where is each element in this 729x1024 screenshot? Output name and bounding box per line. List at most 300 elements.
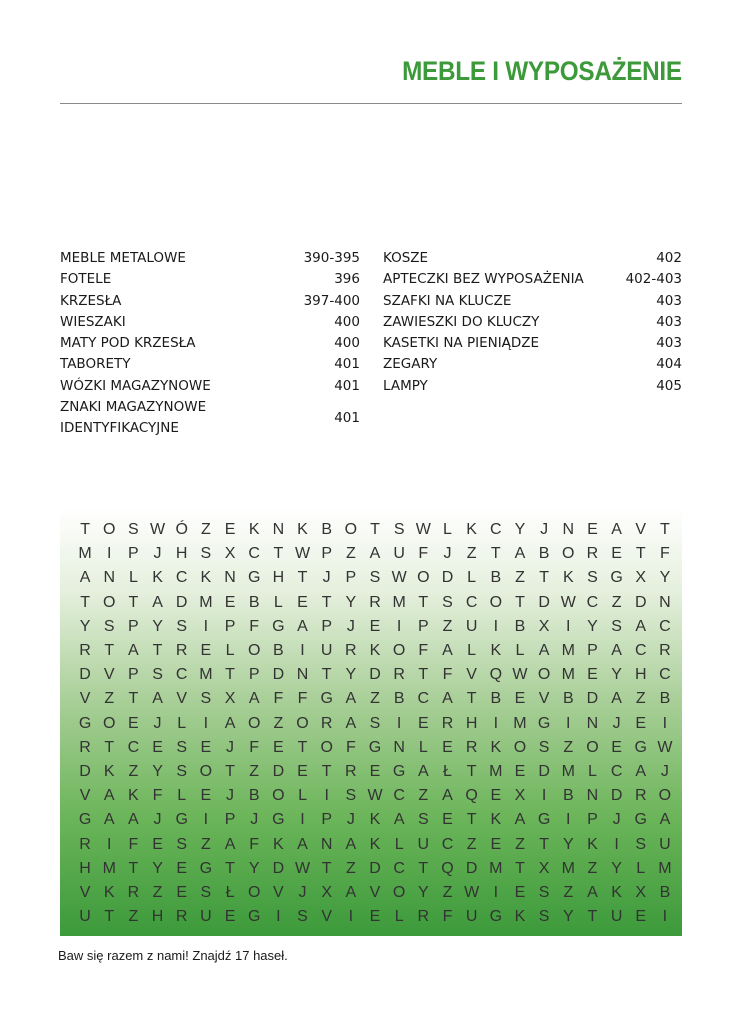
toc-item-name: WIESZAKI: [60, 313, 126, 330]
puzzle-letter: A: [345, 714, 357, 732]
puzzle-letter: O: [103, 593, 116, 611]
toc-item-page: 390-395: [303, 250, 360, 266]
puzzle-letter: S: [417, 811, 429, 829]
puzzle-letter: P: [224, 811, 236, 829]
puzzle-letter: E: [200, 642, 212, 660]
toc-item: [60, 312, 360, 333]
toc-right-column: [383, 248, 682, 397]
puzzle-letter: B: [562, 690, 574, 708]
toc-item: [60, 291, 360, 312]
toc-item-name: KOSZE: [383, 250, 429, 266]
puzzle-letter: S: [635, 835, 647, 853]
puzzle-letter: L: [515, 642, 525, 660]
puzzle-letter: X: [224, 690, 236, 708]
puzzle-letter: V: [79, 883, 91, 901]
puzzle-letter: T: [539, 569, 549, 587]
puzzle-letter: C: [393, 787, 405, 805]
puzzle-letter: A: [393, 811, 405, 829]
puzzle-letter: L: [394, 835, 404, 853]
puzzle-letter: E: [635, 908, 647, 926]
puzzle-letter: Z: [442, 617, 453, 635]
puzzle-letter: F: [297, 690, 308, 708]
puzzle-letter: Z: [563, 738, 574, 756]
puzzle-letter: R: [441, 714, 454, 732]
puzzle-letter: W: [294, 545, 311, 563]
puzzle-letter: I: [348, 908, 354, 926]
puzzle-letter: T: [466, 811, 477, 829]
puzzle-letter: F: [418, 642, 429, 660]
puzzle-letter: U: [200, 908, 212, 926]
puzzle-letter: I: [396, 617, 402, 635]
puzzle-letter: K: [490, 738, 502, 756]
puzzle-letter: Z: [273, 714, 284, 732]
puzzle-letter: S: [152, 666, 163, 684]
puzzle-letter: Y: [248, 859, 260, 877]
puzzle-letter: C: [586, 593, 599, 611]
puzzle-letter: R: [393, 666, 405, 684]
puzzle-letter: E: [176, 859, 188, 877]
puzzle-letter: P: [587, 811, 598, 829]
puzzle-letter: A: [611, 690, 622, 708]
puzzle-letter: W: [415, 521, 431, 539]
puzzle-letter: U: [659, 835, 671, 853]
puzzle-letter: S: [200, 690, 212, 708]
puzzle-letter: G: [392, 762, 406, 780]
puzzle-letter: M: [561, 762, 575, 780]
puzzle-letter: Z: [563, 883, 574, 901]
puzzle-letter: M: [658, 859, 672, 877]
puzzle-letter: E: [224, 521, 236, 539]
puzzle-letter: K: [611, 883, 622, 901]
header-divider: [60, 103, 682, 104]
puzzle-letter: U: [465, 908, 478, 926]
puzzle-letter: T: [80, 593, 90, 611]
puzzle-letter: G: [175, 811, 188, 829]
puzzle-letter: L: [418, 738, 428, 756]
puzzle-letter: M: [561, 859, 575, 877]
puzzle-letter: I: [324, 787, 329, 805]
puzzle-letter: A: [79, 569, 91, 587]
toc-item-page: 403: [656, 335, 682, 352]
puzzle-letter: G: [78, 714, 92, 732]
puzzle-letter: C: [659, 617, 671, 635]
puzzle-letter: Ł: [443, 762, 452, 780]
puzzle-letter: L: [394, 908, 404, 926]
puzzle-letter: F: [442, 908, 453, 926]
puzzle-letter: Q: [489, 666, 503, 684]
puzzle-letter: R: [345, 762, 357, 780]
puzzle-letter: A: [611, 521, 622, 539]
puzzle-letter: B: [248, 593, 260, 611]
puzzle-letter: P: [321, 617, 332, 635]
puzzle-letter: G: [272, 617, 285, 635]
puzzle-letter: A: [442, 787, 453, 805]
puzzle-letter: I: [203, 617, 209, 635]
puzzle-letter: G: [634, 738, 647, 756]
puzzle-letter: T: [539, 835, 549, 853]
puzzle-letter: O: [344, 521, 358, 539]
puzzle-letter: Z: [128, 908, 139, 926]
toc-item: [383, 312, 682, 333]
puzzle-letter: S: [200, 545, 212, 563]
puzzle-letter: J: [322, 569, 331, 587]
puzzle-letter: D: [175, 593, 188, 611]
puzzle-letter: K: [490, 811, 502, 829]
puzzle-letter: T: [128, 859, 139, 877]
puzzle-letter: K: [587, 835, 598, 853]
puzzle-letter: I: [396, 714, 402, 732]
puzzle-letter: L: [467, 569, 477, 587]
puzzle-letter: D: [538, 593, 550, 611]
toc-item-name: FOTELE: [60, 271, 112, 288]
puzzle-letter: U: [610, 908, 623, 926]
puzzle-letter: G: [610, 569, 623, 587]
puzzle-letter: S: [393, 521, 405, 539]
puzzle-letter: F: [273, 690, 284, 708]
puzzle-letter: I: [276, 908, 281, 926]
toc-item-page: 402: [656, 250, 682, 266]
puzzle-letter: C: [175, 569, 188, 587]
puzzle-letter: Y: [152, 762, 163, 780]
puzzle-letter: R: [79, 835, 91, 853]
puzzle-letter: T: [225, 762, 235, 780]
puzzle-letter: U: [320, 642, 333, 660]
toc-item-page: 404: [656, 356, 682, 373]
puzzle-letter: T: [321, 859, 332, 877]
puzzle-letter: Z: [200, 521, 211, 539]
puzzle-letter: O: [247, 714, 261, 732]
puzzle-letter: W: [464, 883, 480, 901]
puzzle-letter: J: [443, 545, 452, 563]
puzzle-letter: C: [127, 738, 140, 756]
puzzle-letter: A: [297, 835, 308, 853]
puzzle-letter: M: [199, 666, 213, 684]
puzzle-letter: T: [152, 642, 163, 660]
puzzle-letter: A: [152, 690, 163, 708]
toc-item-page: 403: [656, 313, 682, 330]
puzzle-letter: R: [634, 787, 647, 805]
puzzle-letter: S: [103, 617, 115, 635]
puzzle-letter: T: [660, 521, 670, 539]
puzzle-letter: R: [417, 908, 430, 926]
puzzle-letter: I: [662, 908, 668, 926]
toc-item-name: LAMPY: [383, 377, 428, 394]
puzzle-letter: R: [320, 714, 333, 732]
puzzle-letter: T: [466, 762, 477, 780]
toc-item-name: ZEGARY: [383, 356, 438, 373]
puzzle-letter: U: [417, 835, 430, 853]
puzzle-letter: H: [175, 545, 188, 563]
page-title: MEBLE I WYPOSAŻENIE: [402, 56, 682, 86]
toc-item-page: 405: [656, 377, 682, 394]
puzzle-letter: I: [566, 714, 571, 732]
puzzle-letter: L: [587, 762, 597, 780]
puzzle-letter: G: [489, 908, 503, 926]
puzzle-letter: L: [177, 714, 187, 732]
puzzle-letter: S: [128, 521, 139, 539]
puzzle-letter: T: [321, 666, 332, 684]
toc-item-page: 401: [334, 409, 360, 426]
puzzle-letter: D: [465, 859, 478, 877]
puzzle-letter: E: [297, 762, 308, 780]
puzzle-letter: R: [79, 738, 91, 756]
puzzle-letter: P: [321, 545, 332, 563]
puzzle-letter: C: [659, 666, 671, 684]
puzzle-letter: L: [636, 859, 646, 877]
puzzle-letter: Y: [611, 859, 622, 877]
puzzle-letter: A: [103, 787, 115, 805]
toc-item: [60, 397, 360, 440]
puzzle-letter: H: [272, 569, 285, 587]
puzzle-letter: X: [635, 883, 647, 901]
puzzle-letter: T: [418, 666, 429, 684]
puzzle-letter: T: [490, 545, 501, 563]
puzzle-letter: I: [203, 714, 209, 732]
puzzle-letter: C: [490, 521, 502, 539]
puzzle-letter: A: [128, 811, 139, 829]
puzzle-letter: M: [561, 642, 575, 660]
puzzle-letter: E: [369, 908, 381, 926]
word-search-puzzle: [60, 508, 682, 936]
puzzle-letter: T: [297, 738, 308, 756]
puzzle-letter: F: [128, 835, 139, 853]
puzzle-letter: E: [490, 835, 502, 853]
puzzle-letter: R: [175, 642, 188, 660]
puzzle-letter: W: [149, 521, 166, 539]
puzzle-letter: N: [103, 569, 116, 587]
puzzle-letter: Z: [370, 690, 380, 708]
puzzle-letter: E: [417, 714, 429, 732]
puzzle-letter: A: [611, 642, 622, 660]
puzzle-letter: O: [658, 787, 672, 805]
puzzle-letter: V: [273, 883, 284, 901]
puzzle-letter: Z: [418, 787, 429, 805]
puzzle-letter: P: [417, 617, 429, 635]
puzzle-letter: C: [610, 762, 623, 780]
puzzle-letter: B: [659, 690, 671, 708]
puzzle-letter: Y: [152, 617, 163, 635]
puzzle-letter: Z: [611, 593, 622, 611]
puzzle-letter: K: [200, 569, 212, 587]
puzzle-letter: D: [610, 787, 623, 805]
puzzle-letter: W: [657, 738, 673, 756]
puzzle-letter: B: [393, 690, 405, 708]
puzzle-letter: A: [417, 762, 429, 780]
puzzle-letter: P: [248, 666, 260, 684]
puzzle-letter: F: [249, 617, 260, 635]
puzzle-letter: H: [151, 908, 164, 926]
puzzle-letter: G: [537, 714, 551, 732]
toc-item: [383, 248, 682, 269]
puzzle-letter: E: [152, 738, 163, 756]
puzzle-letter: G: [634, 811, 647, 829]
puzzle-letter: V: [79, 787, 91, 805]
puzzle-letter: S: [587, 569, 598, 587]
puzzle-letter: D: [79, 762, 91, 780]
puzzle-letter: K: [466, 521, 477, 539]
puzzle-letter: S: [538, 883, 550, 901]
puzzle-letter: D: [79, 666, 91, 684]
toc-item: [60, 269, 360, 290]
puzzle-letter: M: [489, 762, 503, 780]
puzzle-caption: Baw się razem z nami! Znajdź 17 haseł.: [58, 948, 288, 963]
puzzle-letter: Z: [515, 835, 525, 853]
puzzle-letter: J: [346, 811, 355, 829]
puzzle-letter: M: [513, 714, 527, 732]
puzzle-letter: E: [514, 690, 526, 708]
puzzle-letter: C: [417, 690, 430, 708]
puzzle-letter: P: [587, 642, 598, 660]
puzzle-letter: T: [104, 908, 115, 926]
puzzle-letter: T: [104, 738, 115, 756]
puzzle-letter: J: [612, 811, 621, 829]
puzzle-letter: J: [153, 811, 162, 829]
toc-item-name: SZAFKI NA KLUCZE: [383, 292, 512, 309]
puzzle-letter: J: [153, 545, 162, 563]
puzzle-letter: V: [369, 883, 381, 901]
puzzle-letter: K: [128, 787, 139, 805]
puzzle-letter: I: [566, 811, 571, 829]
puzzle-letter: R: [586, 545, 599, 563]
puzzle-letter: G: [368, 738, 382, 756]
puzzle-letter: K: [490, 642, 502, 660]
puzzle-letter: A: [659, 811, 671, 829]
puzzle-letter: P: [128, 545, 139, 563]
puzzle-letter: A: [514, 545, 526, 563]
toc-item-name: TABORETY: [60, 356, 131, 373]
puzzle-letter: B: [321, 521, 332, 539]
puzzle-letter: T: [297, 569, 308, 587]
puzzle-letter: X: [224, 545, 236, 563]
puzzle-letter: A: [442, 642, 453, 660]
puzzle-letter: O: [103, 521, 116, 539]
puzzle-letter: N: [224, 569, 236, 587]
puzzle-letter: A: [248, 690, 260, 708]
puzzle-letter: C: [634, 642, 647, 660]
puzzle-letter: S: [369, 714, 381, 732]
puzzle-letter: T: [225, 859, 235, 877]
puzzle-letter: Ł: [225, 883, 235, 901]
puzzle-letter: A: [538, 642, 550, 660]
puzzle-letter: E: [514, 762, 526, 780]
puzzle-letter: K: [273, 835, 284, 853]
puzzle-letter: R: [465, 738, 478, 756]
puzzle-letter: K: [369, 642, 381, 660]
puzzle-letter: D: [272, 666, 285, 684]
puzzle-letter: O: [417, 569, 430, 587]
puzzle-letter: G: [320, 690, 333, 708]
puzzle-letter: I: [493, 617, 499, 635]
puzzle-letter: T: [587, 908, 598, 926]
puzzle-letter: D: [369, 859, 381, 877]
puzzle-letter: A: [224, 835, 236, 853]
toc-item: [383, 269, 682, 290]
puzzle-letter: N: [296, 666, 309, 684]
puzzle-letter: D: [272, 859, 285, 877]
puzzle-letter: J: [226, 787, 235, 805]
puzzle-letter: F: [249, 835, 260, 853]
puzzle-letter: K: [152, 569, 163, 587]
toc-item-page: 401: [334, 377, 360, 394]
puzzle-letter: V: [466, 666, 477, 684]
toc-item: [60, 354, 360, 375]
puzzle-letter: L: [177, 787, 187, 805]
puzzle-letter: A: [514, 811, 526, 829]
puzzle-letter: M: [102, 859, 116, 877]
puzzle-letter: M: [392, 593, 406, 611]
toc-item: [383, 376, 682, 397]
puzzle-letter: E: [611, 738, 622, 756]
puzzle-letter: E: [369, 762, 381, 780]
puzzle-letter: P: [128, 666, 139, 684]
puzzle-letter: J: [346, 617, 355, 635]
puzzle-letter: Z: [200, 835, 211, 853]
puzzle-letter: B: [538, 545, 550, 563]
puzzle-letter: O: [296, 714, 309, 732]
puzzle-letter: K: [103, 762, 115, 780]
puzzle-letter: E: [128, 714, 139, 732]
puzzle-letter: B: [248, 787, 260, 805]
puzzle-letter: Z: [635, 690, 646, 708]
puzzle-letter: E: [442, 738, 453, 756]
puzzle-letter: O: [392, 642, 406, 660]
puzzle-letter: B: [273, 642, 284, 660]
puzzle-letter: E: [587, 666, 598, 684]
puzzle-letter: A: [635, 617, 647, 635]
puzzle-letter: T: [128, 593, 139, 611]
puzzle-letter: O: [537, 666, 551, 684]
puzzle-letter: Z: [249, 762, 260, 780]
puzzle-letter: S: [297, 908, 308, 926]
toc-item: [383, 354, 682, 375]
puzzle-letter: Ó: [175, 521, 188, 539]
puzzle-letter: F: [660, 545, 670, 563]
puzzle-letter: E: [200, 738, 212, 756]
puzzle-letter: U: [465, 617, 478, 635]
puzzle-letter: N: [586, 714, 599, 732]
puzzle-letter: Z: [442, 883, 453, 901]
puzzle-letter: G: [247, 908, 261, 926]
puzzle-letter: Y: [562, 908, 574, 926]
puzzle-letter: I: [541, 787, 547, 805]
puzzle-letter: T: [80, 521, 90, 539]
toc-item-page: 402-403: [625, 271, 682, 288]
puzzle-letter: T: [225, 666, 235, 684]
puzzle-letter: I: [107, 835, 112, 853]
toc-item-page: 400: [334, 313, 360, 330]
puzzle-letter: A: [297, 617, 308, 635]
puzzle-letter: Y: [659, 569, 671, 587]
puzzle-letter: R: [369, 593, 381, 611]
puzzle-letter: E: [514, 883, 526, 901]
puzzle-letter: J: [660, 762, 669, 780]
puzzle-letter: A: [369, 545, 381, 563]
toc-item: [383, 333, 682, 354]
puzzle-letter: E: [152, 835, 163, 853]
puzzle-letter: Y: [514, 521, 526, 539]
puzzle-letter: Z: [128, 762, 139, 780]
puzzle-letter: S: [176, 617, 188, 635]
puzzle-letter: Y: [152, 859, 163, 877]
puzzle-letter: J: [298, 883, 307, 901]
toc-item-name: MEBLE METALOWE: [60, 250, 186, 266]
puzzle-letter: S: [176, 835, 188, 853]
puzzle-letter: S: [176, 762, 188, 780]
puzzle-letter: H: [79, 859, 91, 877]
puzzle-letter: V: [103, 666, 115, 684]
puzzle-letter: R: [345, 642, 357, 660]
puzzle-letter: E: [297, 593, 308, 611]
